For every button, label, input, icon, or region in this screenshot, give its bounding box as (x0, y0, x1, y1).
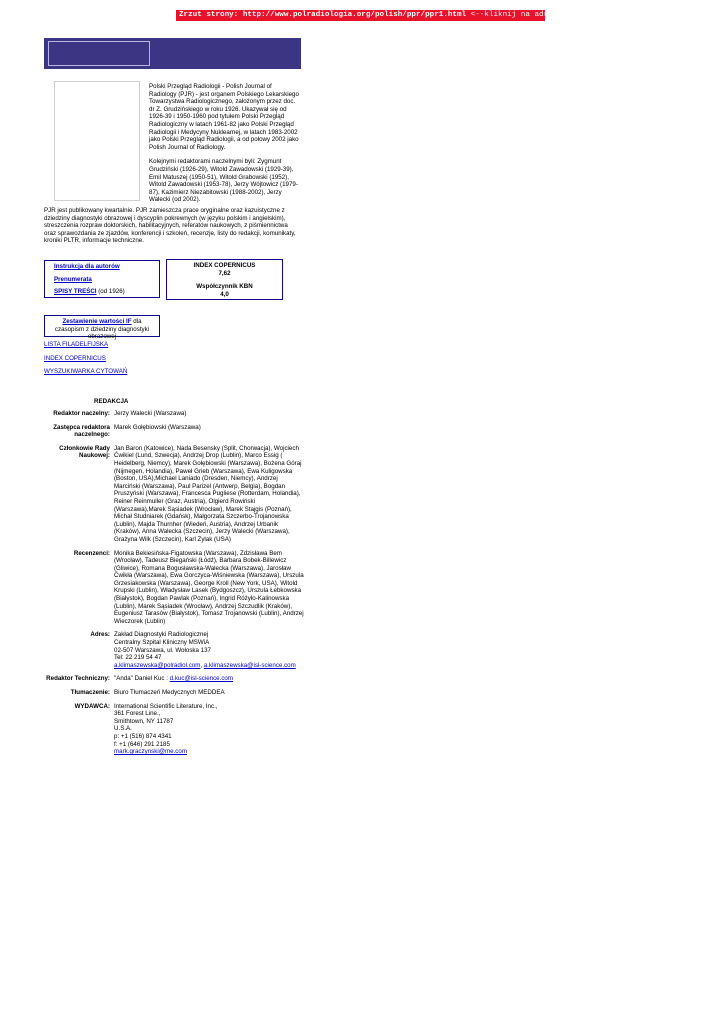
journal-intro (149, 83, 301, 211)
row-address (44, 631, 304, 669)
tech-editor-label: Redaktor Techniczny: (46, 675, 110, 683)
nav-links (44, 341, 127, 382)
deputy-label: Zastępca redaktora naczelnego: (53, 423, 110, 439)
row-publisher (44, 703, 304, 756)
publisher-line: f: +1 (646) 291 2185 (114, 740, 170, 748)
editorial-heading: REDAKCJA (94, 398, 129, 405)
publisher-label: WYDAWCA: (74, 702, 110, 710)
row-editor (44, 410, 304, 418)
journal-cover-image (54, 81, 140, 201)
toc-suffix: (od 1926) (96, 288, 125, 296)
tech-editor-value (114, 675, 304, 683)
row-tech-editor (44, 675, 304, 683)
row-deputy (44, 424, 304, 439)
index-copernicus-value: 7,62 (218, 269, 231, 277)
email-separator: , (200, 661, 204, 669)
header-logo-frame (48, 41, 150, 66)
address-line: Zakład Diagnostyki Radiologicznej (114, 631, 209, 639)
page-url-banner[interactable] (176, 10, 567, 21)
subscription-link[interactable]: Prenumerata (54, 275, 92, 283)
nav-link-lista-filadelfijska[interactable]: LISTA FILADELFIJSKA (44, 341, 109, 348)
publisher-email-link[interactable]: mark.graczynski@me.com (114, 748, 187, 756)
index-copernicus-label: INDEX COPERNICUS (193, 262, 256, 269)
editor-label: Redaktor naczelny: (53, 410, 110, 417)
authors-instructions-link[interactable]: Instrukcja dla autorów (54, 263, 120, 270)
if-box (44, 315, 160, 341)
intro-history: Polski Przegląd Radiologii - Polish Journal of Radiology (PJR) - jest organem Polskiego Lekarskiego Towarzystwa Radiologicznego, założonym przez doc. dr Z. Grudzińskiego w roku 1926. Ukazywał się od 1926-39 i 1950-1960 pod tytułem Polski Przegląd Radiologiczny w latach 1961-82 jako Polski Przegląd Radiologii i Medycyny Nuklearnej, w latach 1983-2002 jako Polski Przegląd Radiologii, a od połowy 2002 jako Polish Journal of Radiology. (149, 83, 299, 151)
address-label: Adres: (90, 631, 110, 639)
address-email-link[interactable]: a.klimaszewska@polradiol.com (114, 661, 201, 669)
editor-value: Jerzy Walecki (Warszawa) (114, 410, 187, 417)
publisher-line: International Scientific Literature, Inc., (114, 702, 218, 710)
publisher-line: p: +1 (516) 874 4341 (114, 732, 172, 740)
publisher-line: 361 Forest Line., (114, 710, 161, 718)
nav-link-citation-search[interactable]: WYSZUKIWARKA CYTOWAŃ (44, 368, 128, 376)
if-summary-text: dla czasopism z dziedziny diagnostyki obrazowej (54, 318, 150, 341)
board-value: Jan Baron (Katowice), Nada Besensky (Split, Chorwacja), Wojciech Ćwikiel (Lund, Szwecja), Andrzej Drop (Lublin), Marco Essig ( Heidelberg, Niemcy), Marek Gołębiowski (Warszawa), Bożena Góraj (Nijmegen, Holandia), Paweł Grieb (Warszawa), Ewa Kuligowska (Boston, USA),Michael Laniado (Dresden, Niemcy), Andrzej Marciński (Warszawa), Paul Parizel (Antwerp, Belgia), Bogdan Pruszyński (Warszawa), Francesca Pugliese (Rotterdam, Holandia), Reiner Reinmuller (Graz, Austria), Olgierd Rowiński (Warszawa),Marek Sąsiadek (Wrocław), Marek Stajgis (Poznań), Michał Studniarek (Gdańsk), Małgorzata Szczerbo-Trojanowska (Lublin), Majda Thurnher (Wiedeń, Austria), Andrzej Urbanik (Kraków), Anna Walecka (Szczecin), Jerzy Walecki (Warszawa), Grażyna Wilk (Szczecin), Karl Zylak (USA) (114, 444, 302, 543)
intro-editors: Kolejnymi redaktorami naczelnymi byli: Zygmunt Grudziński (1926-29), Witold Zawadowski (1929-39), Emil Matuszej (1950-51), Witold Grabowski (1952), Witold Zawadowski (1953-78), Jerzy Wójtowicz (1979-87), Kazimierz Niezabitowski (1988-2002), Jerzy Walecki (od 2002). (149, 158, 298, 204)
if-summary-link[interactable]: Zestawienie wartości IF (62, 318, 132, 325)
publisher-line: U.S.A. (114, 725, 132, 733)
kbn-value: 4,0 (220, 290, 229, 298)
banner-label: Zrzut strony: (179, 11, 239, 19)
editorial-table (44, 410, 304, 762)
index-box (166, 259, 283, 300)
reviewers-value: Monika Bekiesińska-Figatowska (Warszawa), Zdzisława Bem (Wrocław), Tadeusz Biegański (Łódź), Barbara Bobek-Billewicz (Gliwice), Romana Bogusławska-Walecka (Warszawa), Jarosław Ćwikła (Warszawa), Ewa Gorczyca-Wiśniewska (Warszawa), Urszula Grzesiakowska (Warszawa), George Kroll (New York, USA), Witold Krupski (Lublin), Władysław Lasek (Bydgoszcz), Urszula Łebkowska (Białystok), Bogdan Pawlak (Poznań), Ingrid Różyło-Kalinowska (Lublin), Marek Sąsiadek (Wrocław), Andrzej Szczudlik (Kraków), Eugeniusz Tarasów (Białystok), Tomasz Trojanowski (Lublin), Andrzej Wieczorek (Lublin) (114, 549, 304, 625)
address-line: Tel: 22 219 54 47 (114, 654, 162, 662)
row-translation (44, 689, 304, 697)
board-label: Członkowie Rady Naukowej: (59, 444, 110, 460)
banner-hint: <--kliknij na adresie (470, 11, 567, 19)
toc-link[interactable]: SPISY TREŚCI (54, 288, 97, 296)
address-email-link-2[interactable]: a.klimaszewska@isl-science.com (203, 661, 296, 669)
translation-label: Tłumaczenie: (70, 689, 110, 696)
translation-value: Biuro Tłumaczeń Medycznych MEDDEA (114, 689, 225, 696)
banner-url[interactable]: http://www.polradiologia.org/polish/ppr/ppr1.html (242, 11, 467, 19)
reviewers-label: Recenzenci: (73, 549, 110, 557)
publisher-line: Smithtown, NY 11787 (114, 717, 174, 725)
address-value (114, 631, 304, 669)
journal-header-banner (44, 38, 301, 69)
address-line: Centralny Szpital Kliniczny MSWiA (114, 639, 210, 647)
nav-link-index-copernicus[interactable]: INDEX COPERNICUS (44, 354, 106, 362)
tech-editor-name: "Anda" Daniel Kuc : (114, 675, 170, 683)
publisher-value (114, 703, 304, 756)
links-box (44, 260, 160, 298)
deputy-value: Marek Gołębiowski (Warszawa) (114, 423, 201, 431)
address-line: 02-507 Warszawa, ul. Wołoska 137 (114, 646, 211, 654)
row-reviewers (44, 550, 304, 626)
journal-description: PJR jest publikowany kwartalnie. PJR zamieszcza prace oryginalne oraz kazuistyczne z dziedziny diagnostyki obrazowej i dyscyplin pokrewnych (w języku polskim i angielskim), streszczenia rozpraw doktorskich, habilitacyjnych, referatów naukowych, z piśmiennictwa oraz sprawozdania ze zjazdów, konferencji i szkoleń, recenzje, listy do redakcji, komunikaty, kroniki PLTR, informacje techniczne. (44, 207, 296, 245)
tech-editor-email-link[interactable]: d.kuc@isl-science.com (169, 675, 234, 683)
row-board (44, 445, 304, 544)
kbn-label: Współczynnik KBN (196, 283, 253, 291)
